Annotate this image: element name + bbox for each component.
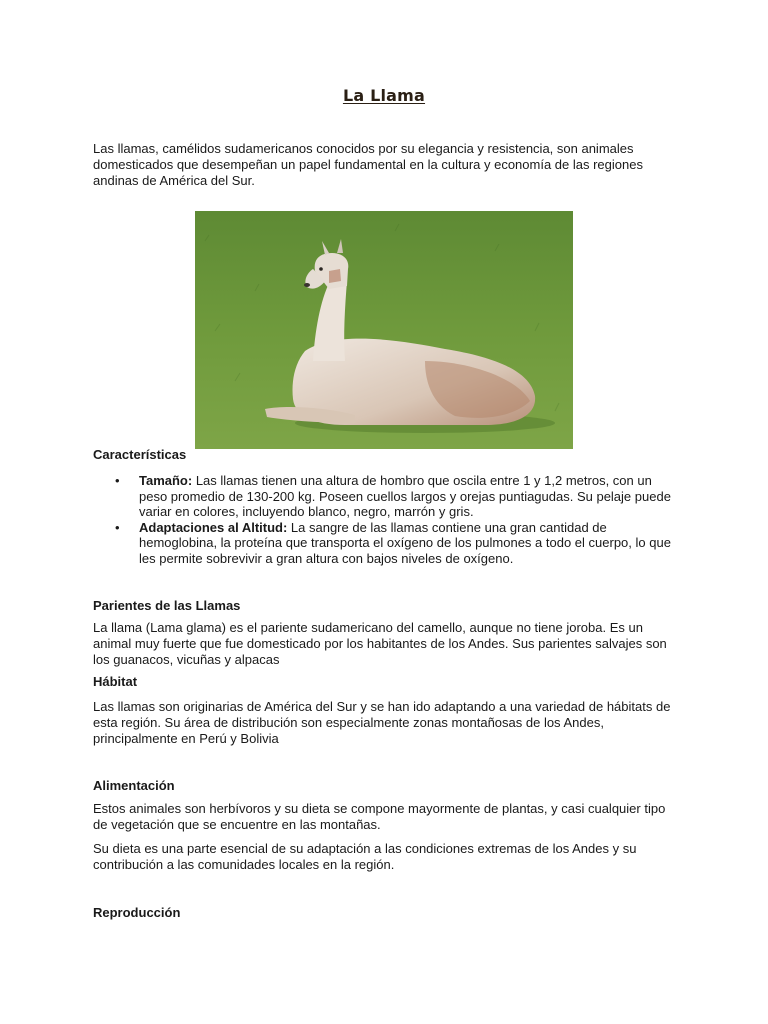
alimentacion-paragraph-2: Su dieta es una parte esencial de su adaptación a las condiciones extremas de los Andes y su contribución a las comunidades locales en la región. bbox=[93, 841, 637, 872]
caracteristicas-list bbox=[93, 473, 678, 566]
bullet-icon: • bbox=[115, 519, 120, 535]
heading-alimentacion: Alimentación bbox=[93, 778, 175, 793]
list-item-tamano bbox=[93, 473, 678, 520]
heading-parientes: Parientes de las Llamas bbox=[93, 598, 241, 613]
parientes-paragraph: La llama (Lama glama) es el pariente sudamericano del camello, aunque no tiene joroba. Es un animal muy fuerte que fue domesticado por los habitantes de los Andes. Sus parientes salvajes son los guanacos, vicuñas y alpacas bbox=[93, 620, 667, 667]
list-item-adaptaciones bbox=[93, 520, 678, 567]
item-text: La sangre de las llamas contiene una gran cantidad de hemoglobina, la proteína que transporta el oxígeno de los pulmones a todo el cuerpo, lo que les permite sobrevivir a gran altura con bajos niveles de oxígeno. bbox=[139, 519, 671, 566]
heading-habitat: Hábitat bbox=[93, 674, 138, 689]
heading-caracteristicas: Características bbox=[93, 447, 187, 462]
item-label: Tamaño: bbox=[139, 473, 193, 488]
alimentacion-paragraph-1: Estos animales son herbívoros y su dieta se compone mayormente de plantas, y casi cualquier tipo de vegetación que se encuentre en las montañas. bbox=[93, 801, 666, 832]
intro-paragraph: Las llamas, camélidos sudamericanos conocidos por su elegancia y resistencia, son animales domesticados que desempeñan un papel fundamental en la cultura y economía de las regiones andinas de América del Sur. bbox=[93, 141, 643, 188]
llama-photo bbox=[195, 211, 573, 449]
habitat-paragraph: Las llamas son originarias de América del Sur y se han ido adaptando a una variedad de hábitats de esta región. Su área de distribución son especialmente zonas montañosas de los Andes, principalmente en Perú y Bolivia bbox=[93, 699, 671, 746]
heading-reproduccion: Reproducción bbox=[93, 905, 181, 920]
bullet-icon: • bbox=[115, 473, 120, 488]
document-title: La Llama bbox=[342, 86, 426, 105]
item-text: Las llamas tienen una altura de hombro que oscila entre 1 y 1,2 metros, con un peso promedio de 130-200 kg. Poseen cuellos largos y orejas puntiagudas. Su pelaje puede variar en colores, incluyendo blanco, negro, marrón y gris. bbox=[139, 473, 671, 519]
item-label: Adaptaciones al Altitud: bbox=[139, 519, 288, 535]
